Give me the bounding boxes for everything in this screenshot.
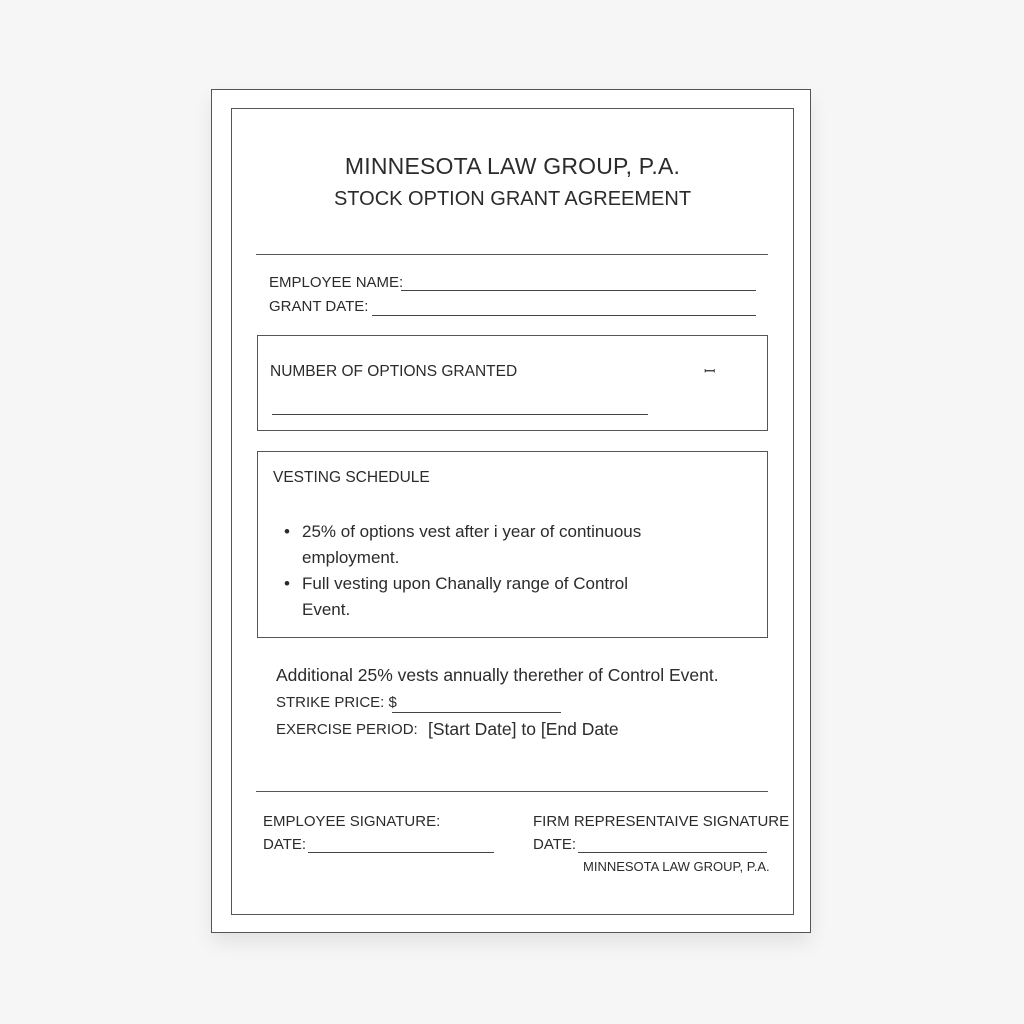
firm-name-heading: MINNESOTA LAW GROUP, P.A. <box>344 153 681 179</box>
additional-vesting-text: Additional 25% vests annually therether of Control Event. <box>276 665 719 685</box>
vesting-schedule-title: VESTING SCHEDULE <box>273 469 430 486</box>
document-page <box>211 89 811 933</box>
options-granted-title: NUMBER OF OPTIONS GRANTED <box>270 363 518 380</box>
vesting-item: • Full vesting upon Chanally range of Control Event. <box>284 574 629 619</box>
firm-name-footer: MINNESOTA LAW GROUP, P.A. <box>583 859 770 874</box>
employee-date-label: DATE: <box>263 836 307 853</box>
firm-date-field[interactable] <box>578 852 767 853</box>
document-title: STOCK OPTION GRANT AGREEMENT <box>333 188 692 210</box>
exercise-period-label: EXERCISE PERIOD: <box>276 721 418 738</box>
signature-divider <box>256 791 768 792</box>
firm-date-label: DATE: <box>533 836 577 853</box>
employee-name-label: EMPLOYEE NAME: <box>269 274 404 291</box>
employee-signature-label: EMPLOYEE SIGNATURE: <box>263 813 441 830</box>
employee-name-field[interactable] <box>401 290 756 291</box>
strike-price-label: STRIKE PRICE: $ <box>276 694 397 711</box>
grant-date-label: GRANT DATE: <box>269 298 369 315</box>
options-granted-box <box>257 335 768 431</box>
options-granted-field[interactable] <box>272 414 648 415</box>
cursor-mark: ꟷ <box>704 363 716 379</box>
vesting-list <box>284 519 664 623</box>
vesting-item: • 25% of options vest after i year of continuous employment. <box>284 522 642 567</box>
employee-date-field[interactable] <box>308 852 494 853</box>
vesting-schedule-box <box>257 451 768 638</box>
grant-date-field[interactable] <box>372 315 756 316</box>
exercise-period-value: [Start Date] to [End Date <box>428 719 619 739</box>
header-divider <box>256 254 768 255</box>
document-inner-border <box>231 108 794 915</box>
firm-signature-label: FIRM REPRESENTAIVE SIGNATURE <box>533 813 790 830</box>
strike-price-field[interactable] <box>392 712 561 713</box>
